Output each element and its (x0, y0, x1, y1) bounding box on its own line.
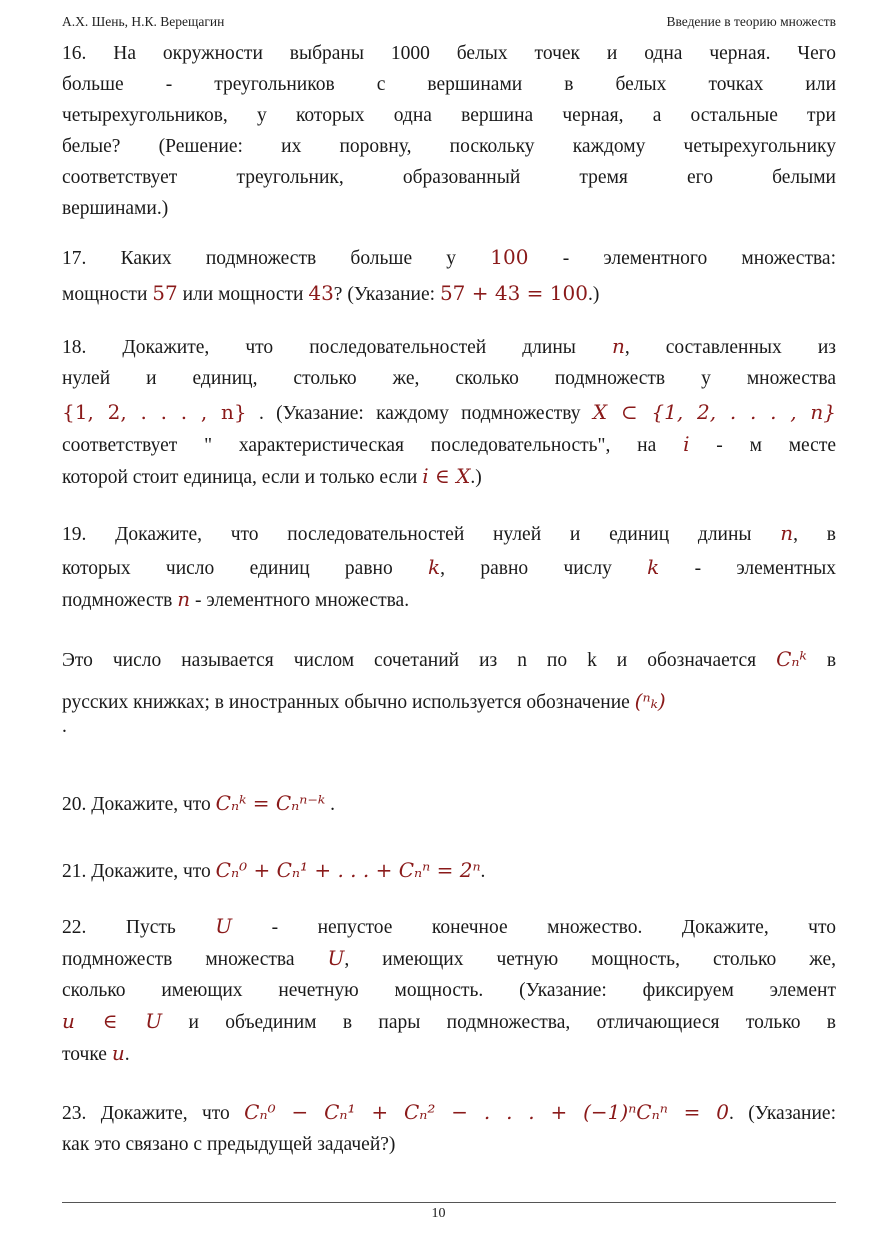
text-line: подмножеств n - элементного множества. (62, 587, 410, 611)
text-line: подмножеств множества U, имеющих четную мощность, столько же, (62, 946, 836, 970)
problem-19 (62, 518, 836, 616)
text-line: больше - треугольников с вершинами в белых точках или (62, 74, 836, 95)
problem-20 (62, 788, 836, 820)
math-formula: 43 (308, 281, 334, 305)
text-line: соответствует " характеристическая последовательность", на i - м месте (62, 432, 837, 456)
text-line: вершинами.) (62, 198, 169, 219)
problem-23 (62, 1097, 836, 1160)
text-line: нулей и единиц, столько же, сколько подмножеств у множества (62, 368, 836, 389)
text-line: русских книжках; в иностранных обычно используется обозначение (ⁿₖ) (62, 689, 666, 713)
math-formula: u ∈ U (62, 1009, 163, 1033)
text-line: Это число называется числом сочетаний из n по k и обозначается Cₙᵏ в (62, 647, 837, 671)
math-formula: 57 + 43 = 100 (439, 281, 588, 305)
text-line: белые? (Решение: их поровну, поскольку каждому четырехугольнику (62, 136, 836, 157)
problem-22 (62, 911, 836, 1070)
combinations-paragraph (62, 644, 836, 736)
text-line: 16. На окружности выбраны 1000 белых точек и одна черная. Чего (62, 43, 836, 64)
math-formula: u (111, 1041, 125, 1065)
math-formula: n (177, 587, 191, 611)
page (62, 0, 836, 1241)
math-formula: k (428, 555, 441, 579)
text-line: соответствует треугольник, образованный тремя его белыми (62, 167, 836, 188)
text-line: 19. Докажите, что последовательностей нулей и единиц длины n, в (62, 521, 837, 545)
text-line: 22. Пусть U - непустое конечное множество. Докажите, что (62, 914, 837, 938)
math-formula: Cₙ⁰ − Cₙ¹ + Cₙ² − . . . + (−1)ⁿCₙⁿ = 0 (244, 1100, 730, 1124)
math-formula: Cₙᵏ (776, 647, 807, 671)
math-formula: k (647, 555, 660, 579)
problem-18 (62, 331, 836, 493)
math-formula: {1, 2, . . . , n} (62, 400, 247, 424)
problem-17 (62, 242, 836, 310)
text-line: u ∈ U и объединим в пары подмножества, отличающиеся только в (62, 1009, 837, 1033)
text-line: 17. Каких подмножеств больше у 100 - элементного множества: (62, 245, 836, 269)
text-line: которой стоит единица, если и только если i ∈ X.) (62, 464, 482, 488)
math-formula: 57 (152, 281, 178, 305)
math-formula: i ∈ X (422, 464, 471, 488)
text-line: как это связано с предыдущей задачей?) (62, 1134, 396, 1155)
text-line: . (62, 716, 67, 737)
math-formula: X ⊂ {1, 2, . . . , n} (592, 400, 837, 424)
math-formula: Cₙ⁰ + Cₙ¹ + . . . + Cₙⁿ = 2ⁿ (215, 858, 481, 882)
math-formula: n (611, 334, 625, 358)
text-line: {1, 2, . . . , n} . (Указание: каждому подмножеству X ⊂ {1, 2, . . . , n} (62, 400, 837, 424)
page-number: 10 (431, 1206, 446, 1221)
math-formula: n (780, 521, 794, 545)
math-formula: Cₙᵏ = Cₙⁿ⁻ᵏ (215, 791, 326, 815)
text-line: мощности 57 или мощности 43? (Указание: 57 + 43 = 100.) (62, 281, 600, 305)
text-line: сколько имеющих нечетную мощность. (Указание: фиксируем элемент (62, 980, 836, 1001)
text-line: 23. Докажите, что Cₙ⁰ − Cₙ¹ + Cₙ² − . . . + (−1)ⁿCₙⁿ = 0. (Указание: (62, 1100, 837, 1124)
problem-21 (62, 855, 836, 887)
math-formula: U (327, 946, 345, 970)
math-formula: i (683, 432, 690, 456)
text-line: которых число единиц равно k, равно числу k - элементных (62, 555, 837, 579)
header-authors: А.Х. Шень, Н.К. Верещагин (62, 14, 225, 29)
text-line: четырехугольников, у которых одна вершина черная, а остальные три (62, 105, 836, 126)
footer-divider (62, 1202, 836, 1203)
text-line: 18. Докажите, что последовательностей длины n, составленных из (62, 334, 836, 358)
text-line: точке u. (62, 1041, 130, 1065)
math-formula: 100 (490, 245, 529, 269)
text-line: 21. Докажите, что Cₙ⁰ + Cₙ¹ + . . . + Cₙⁿ = 2ⁿ. (62, 858, 486, 882)
math-formula: (ⁿₖ) (634, 689, 666, 713)
header-title: Введение в теорию множеств (666, 14, 836, 29)
math-formula: U (215, 914, 233, 938)
text-line: 20. Докажите, что Cₙᵏ = Cₙⁿ⁻ᵏ . (62, 791, 335, 815)
problem-16 (62, 38, 836, 224)
